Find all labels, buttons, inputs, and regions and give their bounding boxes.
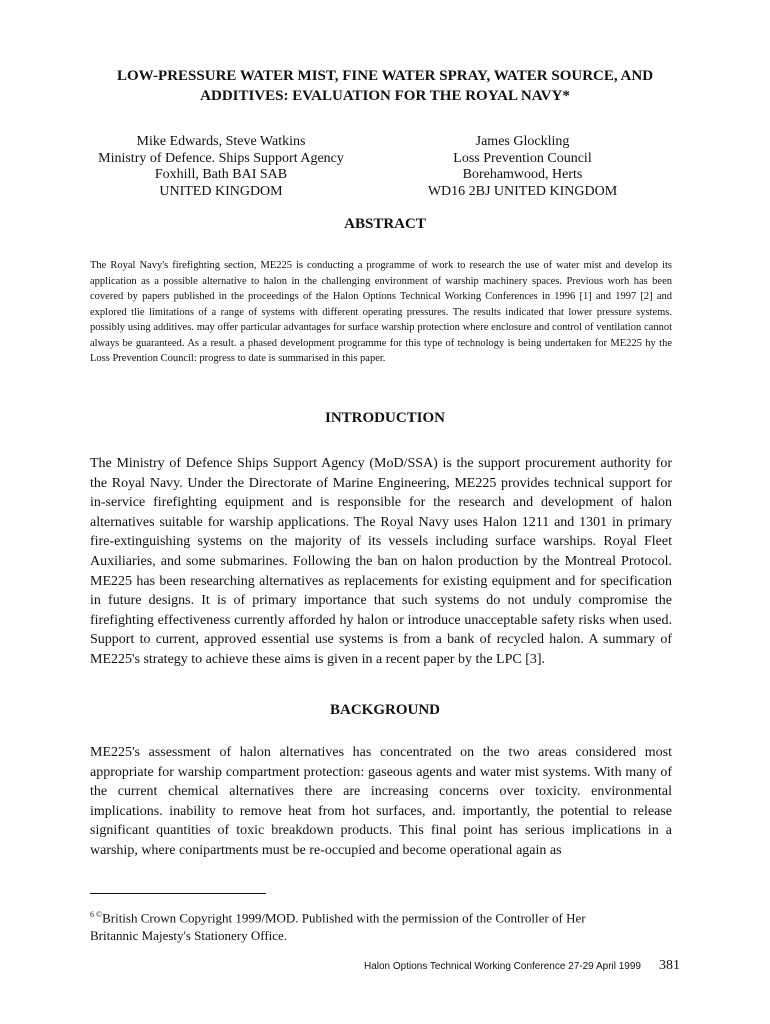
abstract-text: The Royal Navy's firefighting section, ME225 is conducting a programme of work to research the use of water mist and develop its application as a possible alternative to halon in the challenging environment of warship machinery spaces. Previous worh has been covered by papers published in the proceedings of the Halon Options Technical Working Conferences in 1996 [1] and 1997 [2] and explored tlie limitations of a range of systems with different operating pressures. The results indicated that lower pressure systems. possibly using additives. may offer particular advantages for surface warship protection where enclosure and control of ventilation cannot always be guaranteed. As a result. a phased development programme for this type of technology is being undertaken for ME225 hy the Loss Prevention Council: progress to date is summarised in this paper. — [90, 260, 672, 364]
author-country: WD16 2BJ UNITED KINGDOM — [427, 183, 618, 199]
abstract-heading: ABSTRACT — [344, 216, 426, 232]
paper-title — [80, 66, 690, 106]
author-country: UNITED KINGDOM — [159, 183, 283, 199]
author-block-left — [90, 134, 352, 200]
title-line-1: LOW-PRESSURE WATER MIST, FINE WATER SPRAY, WATER SOURCE, AND — [116, 68, 654, 84]
footnote-line-1: British Crown Copyright 1999/MOD. Published with the permission of the Controller of Her — [102, 910, 586, 926]
author-block-right — [420, 134, 625, 200]
author-address: Foxhill, Bath BAI SAB — [154, 167, 288, 182]
author-organization: Ministry of Defence. Ships Support Agency — [98, 150, 344, 166]
background-text: ME225's assessment of halon alternatives has concentrated on the two areas considered most appropriate for warship compartment protection: gaseous agents and water mist systems. With many of the current chemical alternatives there are increasing concerns over toxicity. environmental implications. inability to remove heat from hot surfaces, and. importantly, the potential to release significant quantities of toxic breakdown products. This final point has serious implications in a warship, where conipartments must be re-occupied and become operational again as — [90, 745, 672, 858]
footnote-line-2: Britannic Majesty's Stationery Office. — [90, 928, 288, 944]
background-heading: BACKGROUND — [329, 702, 440, 718]
page-number: 381 — [659, 958, 680, 973]
author-organization: Loss Prevention Council — [453, 150, 592, 166]
author-names: James Glockling — [475, 134, 570, 149]
footnote-mark: 6 © — [90, 910, 103, 919]
copyright-footnote — [90, 906, 672, 945]
introduction-heading: INTRODUCTION — [324, 410, 445, 426]
author-names: Mike Edwards, Steve Watkins — [136, 134, 306, 149]
title-line-2: ADDITIVES: EVALUATION FOR THE ROYAL NAVY* — [200, 88, 570, 104]
introduction-text: The Ministry of Defence Ships Support Agency (MoD/SSA) is the support procurement authority for the Royal Navy. Under the Directorate of Marine Engineering, ME225 provides technical support for in-service firefighting equipment and is responsible for the research and development of halon alternatives suitable for warship applications. The Royal Navy uses Halon 1211 and 1301 in primary fire-extinguishing systems on the majority of its vessels including surface warships. Royal Fleet Auxiliaries, and some submarines. Following the ban on halon production by the Montreal Protocol. ME225 has been researching alternatives as replacements for existing equipment and for specification in future designs. It is of primary importance that such systems do not unduly compromise the firefighting effectiveness currently afforded hy halon or introduce unacceptable safety risks when used. Support to current, approved essential use systems is from a bank of recycled halon. A summary of ME225's strategy to achieve these aims is given in a recent paper by the LPC [3]. — [90, 456, 672, 667]
page-footer — [330, 958, 680, 974]
conference-name: Halon Options Technical Working Conference 27-29 April 1999 — [363, 961, 641, 972]
footnote-divider — [90, 893, 266, 894]
author-address: Borehamwood, Herts — [462, 167, 583, 182]
